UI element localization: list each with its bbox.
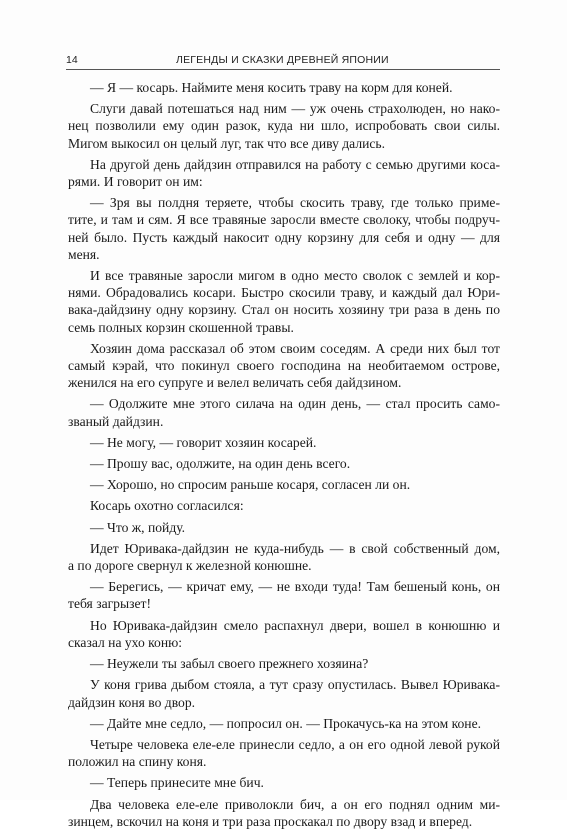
paragraph (68, 540, 500, 574)
text-line: И все травяные заросли мигом в одно место сволок с землей и кор- (90, 268, 500, 284)
text-line: Идет Юривака-дайдзин не куда-нибудь — в свой собственный дом, (90, 540, 500, 556)
text-line: тите, и там и сям. Я все травяные заросли вместе сволоку, чтобы подруч- (68, 212, 500, 228)
text-line: — Неужели ты забыл своего прежнего хозяина? (90, 656, 369, 672)
text-line: зинцем, вскочил на коня и три раза проскакал по двору взад и вперед. (68, 813, 473, 829)
text-line: а по дороге свернул к железной конюшне. (68, 558, 312, 574)
text-line: — Теперь принесите мне бич. (90, 775, 264, 791)
text-line: У коня грива дыбом стояла, а тут сразу опустилась. Вывел Юривака- (90, 677, 500, 693)
paragraph (68, 655, 500, 672)
paragraph (68, 340, 500, 392)
paragraph (68, 617, 500, 651)
text-line: Два человека еле-еле приволокли бич, а он его поднял одним ми- (90, 796, 500, 812)
text-line: семь полных корзин скошенной травы. (68, 319, 294, 335)
paragraph (68, 715, 500, 732)
text-line: Четыре человека еле-еле принесли седло, а он его одной левой рукой (90, 736, 500, 752)
paragraph (68, 395, 500, 429)
text-line: Но Юривака-дайдзин смело распахнул двери, вошел в конюшню и (90, 617, 500, 633)
text-line: тебя загрызет! (68, 596, 151, 612)
text-line: Косарь охотно согласился: (90, 498, 244, 514)
text-line: Мигом выкосил он целый луг, так что все диву дались. (68, 135, 386, 151)
text-line: меня. (68, 246, 100, 262)
paragraph (68, 578, 500, 612)
paragraph (68, 519, 500, 536)
text-line: положил на спину коня. (68, 754, 207, 770)
text-line: дайдзин коня во двор. (68, 694, 196, 710)
text-line: самый кэрай, что покинул своего господина на необитаемом острове, (68, 358, 500, 374)
text-line: сказал на ухо коню: (68, 634, 183, 650)
text-line: — Не могу, — говорит хозяин косарей. (90, 434, 317, 450)
paragraph (68, 100, 500, 152)
page-number: 14 (66, 54, 78, 66)
running-title: ЛЕГЕНДЫ И СКАЗКИ ДРЕВНЕЙ ЯПОНИИ (176, 54, 389, 66)
text-line: — Берегись, — кричат ему, — не входи туда! Там бешеный конь, он (90, 579, 500, 595)
text-line: — Что ж, пойду. (90, 519, 186, 535)
text-line: — Прошу вас, одолжите, на один день всего. (90, 456, 351, 472)
paragraph (68, 774, 500, 791)
paragraph (68, 156, 500, 190)
paragraph (68, 434, 500, 451)
paragraph (68, 476, 500, 493)
paragraph (68, 736, 500, 770)
text-line: — Зря вы полдня теряете, чтобы скосить траву, где только приме- (90, 195, 500, 211)
text-line: нец позволили ему один разок, куда ни шло, испробовать свои силы. (68, 118, 500, 134)
text-line: званый дайдзин. (68, 413, 164, 429)
text-line: Хозяин дома рассказал об этом своим соседям. А среди них был тот (90, 340, 500, 356)
body-text (68, 79, 500, 834)
text-line: — Хорошо, но спросим раньше косаря, согласен ли он. (90, 477, 411, 493)
text-line: — Одолжите мне этого силача на один день, — стал просить само- (90, 396, 500, 412)
text-line: — Дайте мне седло, — попросил он. — Прокачусь-ка на этом коне. (90, 715, 482, 731)
paragraph (68, 455, 500, 472)
text-line: нями. Обрадовались косари. Быстро скосили траву, и каждый дал Юри- (68, 285, 500, 301)
text-line: — Я — косарь. Наймите меня косить траву на корм для коней. (90, 80, 453, 95)
paragraph (68, 267, 500, 336)
text-line: Слуги давай потешаться над ним — уж очень страхолюден, но нако- (90, 101, 500, 117)
paragraph (68, 497, 500, 514)
text-line: ней было. Пусть каждый накосит одну корзину для себя и одну — для (68, 229, 500, 245)
running-header (66, 53, 500, 70)
text-line: На другой день дайдзин отправился на работу с семью другими коса- (90, 156, 500, 172)
text-line: женился на его супруге и велел величать себя дайдзином. (68, 375, 402, 391)
paragraph (68, 676, 500, 710)
paragraph (68, 79, 500, 96)
text-line: рями. И говорит он им: (68, 174, 203, 190)
text-line: вака-дайдзину одну корзину. Стал он носить хозяину три раза в день по (68, 302, 500, 318)
paragraph (68, 194, 500, 263)
paragraph (68, 796, 500, 830)
